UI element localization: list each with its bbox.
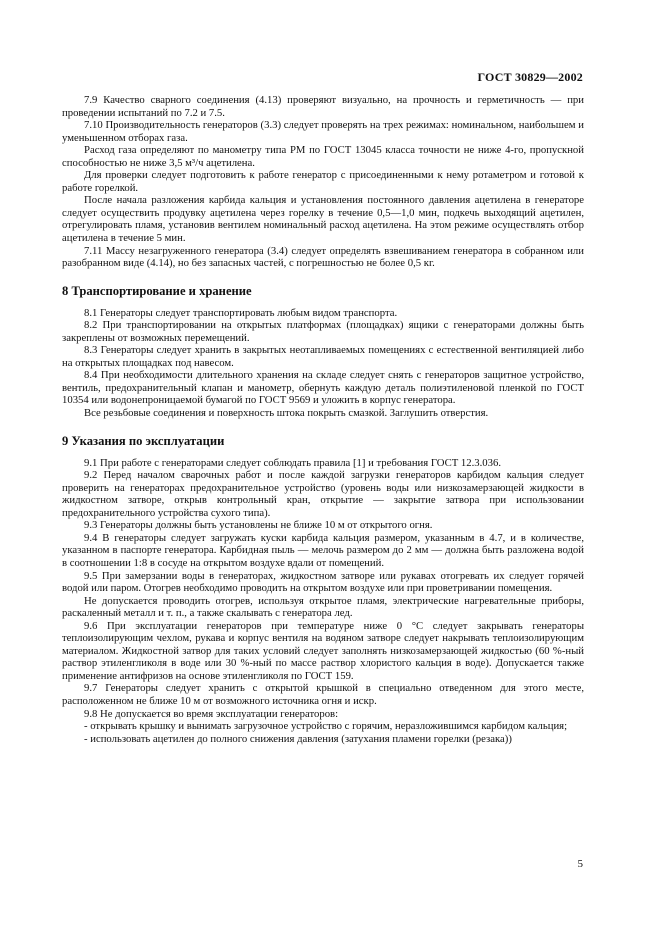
paragraph: 9.8 Не допускается во время эксплуатации генераторов: <box>84 707 339 720</box>
paragraph: 9.4 В генераторы следует загружать куски карбида кальция размером, указанным в 4.7, и в количестве, указанном в паспорте генератора. Карбидная пыль — мелочь размером до 2 мм — должна быть разложена водой в соотношении 1:8 в сосуде на открытом воздухе вдали от помещений. <box>62 531 584 569</box>
paragraph: 8.2 При транспортировании на открытых платформах (площадках) ящики с генераторами должны быть закреплены от возможных перемещений. <box>62 319 584 344</box>
paragraph: Не допускается проводить отогрев, используя открытое пламя, электрические нагревательные приборы, раскаленный металл и т. п., а также скалывать с генератора лед. <box>62 594 584 620</box>
paragraph: Для проверки следует подготовить к работе генератор с присоединенными к нему ротаметром и готовой к работе горелкой. <box>62 169 584 194</box>
section-heading-8: 8 Транспортирование и хранение <box>62 283 252 298</box>
paragraph: Все резьбовые соединения и поверхность штока покрыть смазкой. Заглушить отверстия. <box>84 407 489 420</box>
paragraph: 9.2 Перед началом сварочных работ и после каждой загрузки генераторов карбидом кальция следует проверить на генераторах предохранительное устройство (уровень воды или низкозамерзающей жидкости в жидкостном затворе, открыв контрольный кран, открытие — закрытие затвора при использовании предохранительного устройства сухого типа). <box>62 469 584 519</box>
paragraph: После начала разложения карбида кальция и установления постоянного давления ацетилена в генераторе следует осуществить продувку ацетилена через горелку в течение 0,5—1,0 мин, подкечь выходящий ацетилен, отрегулировать пламя, установив вентилем номинальный расход ацетилена. На этом режиме осуществлять отбор ацетилена в течение 5 мин. <box>62 194 584 245</box>
paragraph: 8.4 При необходимости длительного хранения на складе следует снять с генераторов защитное устройство, вентиль, предохранительный клапан и манометр, обернуть каждую деталь полиэтиленовой пленкой по ГОСТ 10354 или водонепроницаемой бумагой по ГОСТ 9569 и уложить в корпус генератора. <box>62 369 584 407</box>
section-heading-9: 9 Указания по эксплуатации <box>62 433 225 448</box>
page-content <box>62 94 584 745</box>
paragraph: 9.1 При работе с генераторами следует соблюдать правила [1] и требования ГОСТ 12.3.036. <box>84 456 502 469</box>
paragraph: 7.10 Производительность генераторов (3.3) следует проверять на трех режимах: номинальном, наибольшем и уменьшенном отборах газа. <box>62 119 584 144</box>
list-item: - открывать крышку и вынимать загрузочное устройство с горячим, неразложившимся карбидом кальция; <box>84 720 568 733</box>
standard-header: ГОСТ 30829—2002 <box>477 70 583 84</box>
paragraph: Расход газа определяют по манометру типа РМ по ГОСТ 13045 класса точности не ниже 4-го, пропускной способностью не ниже 3,5 м³/ч ацетилена. <box>62 144 584 169</box>
paragraph: 9.6 При эксплуатации генераторов при температуре ниже 0 °С следует закрывать генераторы теплоизолирующим чехлом, рукава и корпус вентиля на водяном затворе следует накрывать теплоизолирующим материалом. Жидкостной затвор для таких условий следует заполнять низкозамерзающей жидкостью (60 %-ный раствор этиленгликоля в воде или 30 %-ный по массе раствор хлористого кальция в воде). Допускается также применение антифризов на основе этиленгликоля по ГОСТ 159. <box>62 619 584 682</box>
list-item: - использовать ацетилен до полного снижения давления (затухания пламени горелки (резака)) <box>84 732 512 745</box>
paragraph: 9.5 При замерзании воды в генераторах, жидкостном затворе или рукавах отогревать их следует горячей водой или паром. Отогрев необходимо проводить на открытом воздухе или при проветривании помещения. <box>62 569 584 595</box>
paragraph: 9.7 Генераторы следует хранить с открытой крышкой в специально отведенном для этого месте, расположенном не ближе 10 м от возможного источника огня и искр. <box>62 682 584 707</box>
paragraph: 8.3 Генераторы следует хранить в закрытых неотапливаемых помещениях с естественной вентиляцией либо на открытых площадках под навесом. <box>62 344 584 369</box>
paragraph: 7.11 Массу незагруженного генератора (3.4) следует определять взвешиванием генератора в собранном или разобранном виде (4.14), но без запасных частей, с погрешностью не более 0,5 кг. <box>62 244 584 270</box>
page-number: 5 <box>577 858 583 870</box>
paragraph: 8.1 Генераторы следует транспортировать любым видом транспорта. <box>84 306 398 319</box>
paragraph: 7.9 Качество сварного соединения (4.13) проверяют визуально, на прочность и герметичность — при проведении испытаний по 7.2 и 7.5. <box>62 94 584 119</box>
paragraph: 9.3 Генераторы должны быть установлены не ближе 10 м от открытого огня. <box>84 519 433 532</box>
